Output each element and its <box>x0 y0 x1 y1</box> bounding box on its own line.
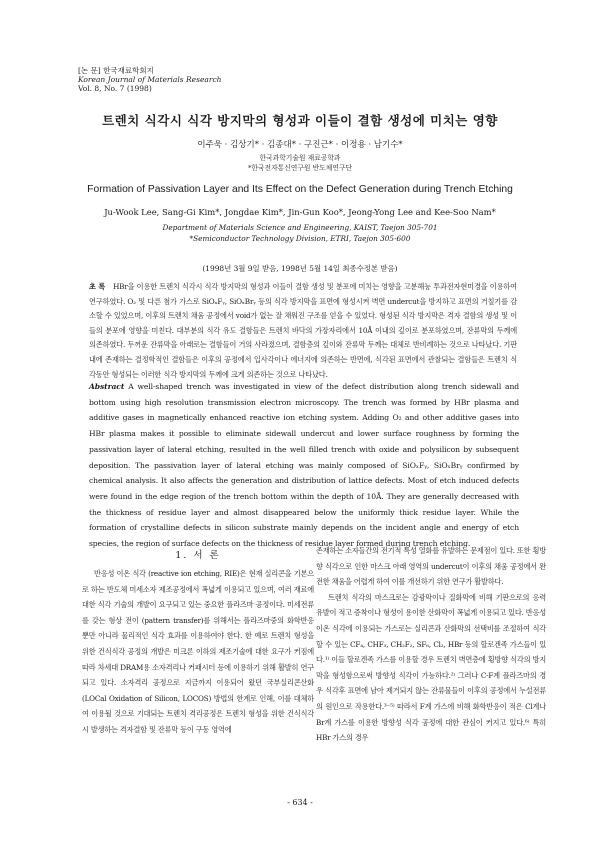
right-paragraph-2: 트렌치 식각의 마스크로는 감광막이나 질화막에 비해 기판으로의 응력 유발이 적고 증착이나 형성이 용이한 산화막이 폭넓게 이용되고 있다. 반응성 이온 식각에 이용되는 가스로는 실리콘과 산화막의 선택비를 조절하여 식각할 수 있는 CF₄, CHF₃, CH₂F₂, SF₆, Cl₂, HBr 등의 할로겐족 가스들이 있다.¹⁾ 이들 할로겐족 가스를 이용할 경우 트렌치 벽면층에 횡방향 식각의 방지막을 형성함으로써 방향성 식각이 가능하다.²⁾ 그러나 C-F계 플라즈마의 경우 식각후 표면에 남아 제거되지 않는 잔류물들이 이후의 공정에서 누설전류의 원인으로 작용한다.³⁻⁵⁾ 따라서 F계 가스에 비해 화학반응이 적은 Cl계나 Br계 가스를 이용한 방향성 식각 공정에 대한 관심이 커지고 있다.⁶⁾ 특히 HBr 가스의 경우 <box>316 592 546 743</box>
received-dates: (1998년 3월 9일 받음, 1998년 5월 14일 최종수정본 받음) <box>202 264 398 273</box>
english-authors: Ju-Wook Lee, Sang-Gi Kim*, Jongdae Kim*, Jin-Gun Koo*, Jeong-Yong Lee and Kee-Soo Nam* <box>104 207 496 217</box>
english-abstract-label: Abstract <box>89 382 125 391</box>
english-affiliations <box>0 222 600 244</box>
page-number: - 634 - <box>287 798 313 807</box>
english-abstract-text: A well-shaped trench was investigated in view of the defect distribution along trench sidewall and bottom using high resolution transmission electron microscopy. The trench was formed by HBr plasma and additive gases in magnetically enhanced reactive ion etching system. Adding O₂ and other additive gases into HBr plasma makes it possible to eliminate sidewall undercut and lower surface roughness by forming the passivation layer of lateral etching, resulted in the well filled trench with oxide and polysilicon by subsequent deposition. The passivation layer of lateral etching was mainly composed of SiOₓFᵧ, SiOₓBrᵧ confirmed by chemical analysis. It also affects the generation and distribution of lattice defects. Most of etch induced defects were found in the edge region of the trench bottom within the depth of 10Å. They are generally decreased with the thickness of residue layer and almost disappeared below the uniformly thick residue layer. While the formation of crystalline defects in silicon substrate mainly depends on the incident angle and energy of etch species, the region of surface defects on the thickness of residue layer formed during trench etching. <box>89 382 519 549</box>
english-abstract <box>89 379 519 552</box>
korean-affiliations <box>0 153 600 173</box>
right-paragraph-1: 존재하는 소자들간의 전기적 특성 열화를 유발하는 문제점이 있다. 또한 횡방향 식각으로 인한 마스크 아래 영역의 undercut이 이후의 채움 공정에서 완전한 채움을 어렵게 하여 이를 개선하기 위한 연구가 활발하다. <box>316 546 546 587</box>
journal-line-3: Vol. 8, No. 7 (1998) <box>78 84 152 93</box>
korean-authors: 이주욱 · 김상기* · 김종대* · 구진근* · 이정용 · 남기수* <box>197 140 403 150</box>
english-title: Formation of Passivation Layer and Its Effect on the Defect Generation during Trench Etching <box>87 184 513 195</box>
journal-info <box>78 66 221 93</box>
korean-abstract-label: 초 록 <box>89 282 106 291</box>
korean-affiliation-1: 한국과학기술원 재료공학과 <box>259 154 341 162</box>
journal-line-1: [논 문] 한국재료학회지 <box>78 66 154 75</box>
left-column <box>82 566 314 738</box>
korean-abstract <box>89 280 517 382</box>
section-heading: 1. 서 론 <box>175 550 221 561</box>
korean-affiliation-2: *한국전자통신연구원 반도체연구단 <box>247 164 353 172</box>
korean-title: 트렌치 식각시 식각 방지막의 형성과 이들이 결함 생성에 미치는 영향 <box>102 113 498 128</box>
korean-abstract-text: HBr을 이용한 트렌치 식각시 식각 방지막의 형성과 이들이 결함 생성 및 분포에 미치는 영향을 고분해능 투과전자현미경을 이용하여 연구하였다. O₂ 및 다른 첨가 가스로 SiOₓFᵧ, SiOₓBrᵧ 등의 식각 방지막을 표면에 형성시켜 벽면 undercut을 방지하고 표면의 거칠기를 감소할 수 있었으며, 이후의 트렌치 채움 공정에서 void가 없는 잘 채워진 구조를 얻을 수 있었다. 형성된 식각 방지막은 격자 결함의 생성 및 이들의 분포에 영향을 미친다. 대부분의 식각 유도 결함들은 트렌치 바닥의 가장자리에서 10Å 이내의 깊이로 분포하였으며, 잔류막의 두께에 의존하였다. 두꺼운 잔류막을 아래로는 결함들이 거의 사라졌으며, 결함층의 깊이와 잔류막 두께는 대체로 반비례하는 것으로 나타났다. 기판 내에 존재하는 결정학적인 결함들은 이후의 공정에서 입사각이나 에너지에 의존하는 반면에, 식각된 표면에서 관찰되는 결함들은 트렌치 식각동안 형성되는 이러한 식각 방지막의 두께에 크게 의존하는 것으로 나타났다. <box>89 282 517 379</box>
journal-line-2: Korean Journal of Materials Research <box>78 75 222 84</box>
english-affiliation-2: *Semiconductor Technology Division, ETRI, Taejon 305-600 <box>189 234 411 243</box>
left-paragraph: 반응성 이온 식각 (reactive ion etching, RIE)은 현재 실리콘을 기본으로 하는 반도체 미세소자 제조공정에서 폭넓게 이용되고 있으며, 여러 재료에 대한 식각 기술의 개발이 요구되고 있는 중요한 플라즈마 공정이다. 미세전류를 갖는 형상 전이 (pattern transfer)를 위해서는 플라즈마중의 화학반응 뿐만 아니라 물리적인 식각 효과를 이용하여야 한다. 한 예로 트렌치 형성을 위한 건식식각 공정의 개발은 미크론 이하의 제조기술에 대한 요구가 커짐에 따라 차세대 DRAM용 소자격리나 커패시터 등에 이용하기 위해 활발히 연구되고 있다. 소자격리 공정으로 지금까지 이용되어 왔던 국부실리콘산화 (LOCal Oxidation of Silicon, LOCOS) 방법의 한계로 인해, 이를 대체하여 이용될 것으로 기대되는 트렌치 격리공정은 트렌치 형성을 위한 건식식각시 발생하는 격자결함 및 잔류막 등이 구동 영역에 <box>82 569 314 734</box>
english-affiliation-1: Department of Materials Science and Engineering, KAIST, Taejon 305-701 <box>162 223 438 232</box>
right-column <box>316 543 546 746</box>
